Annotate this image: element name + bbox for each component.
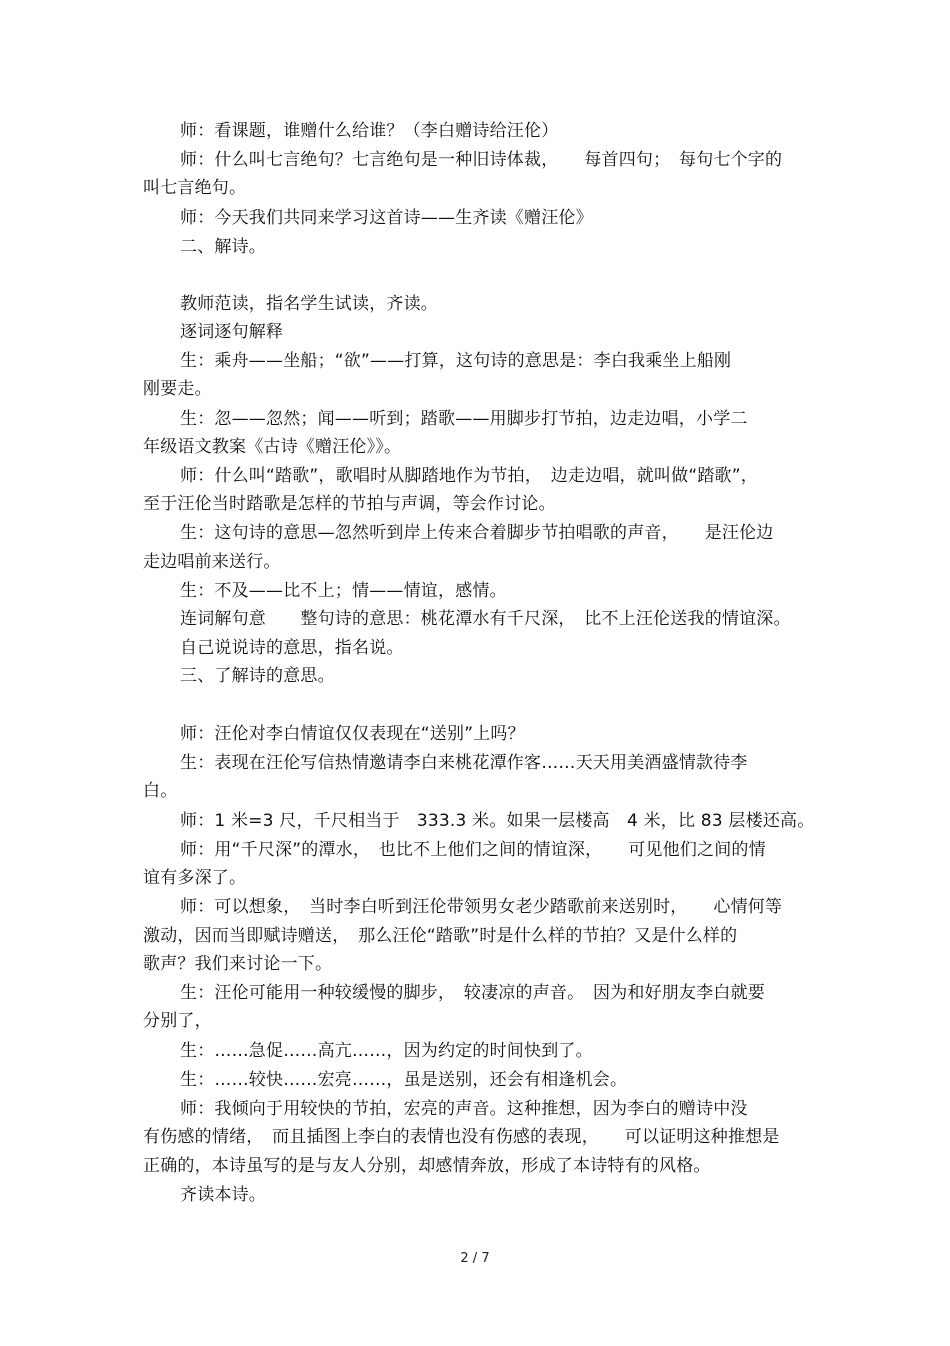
text-line: 叫七言绝句。 (143, 178, 247, 198)
text-line: 分别了， (143, 1011, 212, 1031)
text-line: 至于汪伦当时踏歌是怎样的节拍与声调，等会作讨论。 (143, 494, 556, 514)
text-line: 生：汪伦可能用一种较缓慢的脚步， 较凄凉的声音。 因为和好朋友李白就要 (180, 983, 765, 1003)
text-line: 生：表现在汪伦写信热情邀请李白来桃花潭作客……天天用美酒盛情款待李 (180, 753, 748, 773)
text-line: 连词解句意 整句诗的意思：桃花潭水有千尺深， 比不上汪伦送我的情谊深。 (180, 609, 791, 629)
text-line: 生：不及——比不上；情——情谊，感情。 (180, 581, 507, 601)
text-line: 生：这句诗的意思—忽然听到岸上传来合着脚步节拍唱歌的声音， 是汪伦边 (180, 523, 774, 543)
text-line: 谊有多深了。 (143, 868, 247, 888)
text-line: 师：我倾向于用较快的节拍，宏亮的声音。这种推想，因为李白的赠诗中没 (180, 1099, 748, 1119)
text-line: 刚要走。 (143, 379, 212, 399)
text-line: 年级语文教案《古诗《赠汪伦》》。 (143, 437, 402, 457)
text-line: 白。 (143, 781, 178, 801)
text-line: 激动，因而当即赋诗赠送， 那么汪伦“踏歌”时是什么样的节拍？又是什么样的 (143, 926, 738, 946)
text-line: 走边唱前来送行。 (143, 552, 281, 572)
text-line: 教师范读，指名学生试读，齐读。 (180, 294, 438, 314)
text-line: 齐读本诗。 (180, 1185, 266, 1205)
text-line: 生：忽——忽然；闻——听到；踏歌——用脚步打节拍，边走边唱，小学二 (180, 409, 748, 429)
text-line: 生：……急促……高亢……，因为约定的时间快到了。 (180, 1041, 593, 1061)
text-line: 师：今天我们共同来学习这首诗——生齐读《赠汪伦》 (180, 208, 593, 228)
text-line: 歌声？我们来讨论一下。 (143, 954, 333, 974)
page-number: 2 / 7 (460, 1251, 490, 1266)
text-line: 有伤感的情绪， 而且插图上李白的表情也没有伤感的表现， 可以证明这种推想是 (143, 1127, 780, 1147)
text-line: 生：……较快……宏亮……，虽是送别，还会有相逢机会。 (180, 1070, 628, 1090)
text-line: 师：用“千尺深”的潭水， 也比不上他们之间的情谊深， 可见他们之间的情 (180, 840, 766, 860)
text-line: 师：什么叫七言绝句？七言绝句是一种旧诗体裁， 每首四句； 每句七个字的 (180, 150, 783, 170)
section-heading: 三、了解诗的意思。 (180, 666, 335, 686)
text-line: 逐词逐句解释 (180, 322, 284, 342)
text-line: 生：乘舟——坐船；“欲”——打算，这句诗的意思是：李白我乘坐上船刚 (180, 351, 732, 371)
section-heading: 二、解诗。 (180, 237, 266, 257)
text-line: 师：汪伦对李白情谊仅仅表现在“送别”上吗？ (180, 724, 525, 744)
text-line: 师：看课题，谁赠什么给谁？（李白赠诗给汪伦） (180, 121, 559, 141)
text-line: 师：可以想象， 当时李白听到汪伦带领男女老少踏歌前来送别时， 心情何等 (180, 897, 783, 917)
text-line: 师：1 米=3 尺，千尺相当于 333.3 米。如果一层楼高 4 米，比 83 层楼还高。 (180, 811, 815, 831)
text-line: 师：什么叫“踏歌”，歌唱时从脚踏地作为节拍， 边走边唱，就叫做“踏歌”， (180, 466, 758, 486)
text-line: 自己说说诗的意思，指名说。 (180, 638, 404, 658)
text-line: 正确的，本诗虽写的是与友人分别，却感情奔放，形成了本诗特有的风格。 (143, 1156, 711, 1176)
